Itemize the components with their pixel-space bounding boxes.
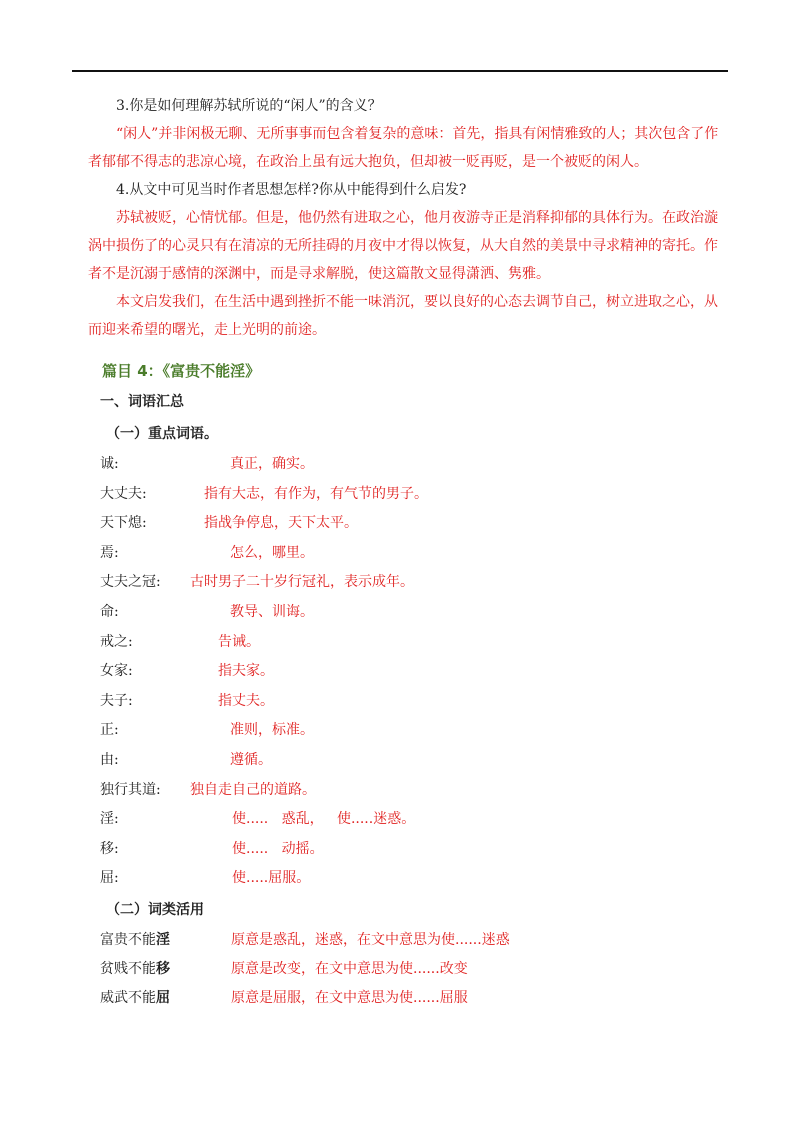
vocab-term: 夫子: [100,692,133,709]
vocab-term: 命: [100,603,119,620]
vocab-definition: 指有大志，有作为，有气节的男子。 [204,485,428,502]
vocab-term: 天下熄: [100,515,147,532]
vocab-term: 由: [100,751,119,768]
usage-phrase-prefix: 威武不能 [100,989,156,1006]
vocab-item [88,864,724,894]
vocab-item [88,657,724,687]
heading-vocabulary: 一、词语汇总 [100,394,184,410]
vocab-definition: 告诫。 [218,633,260,650]
usage-explanation: 原意是惑乱，迷惑，在文中意思为使......迷惑 [231,931,510,948]
vocab-definition: 使..... 惑乱， 使.....迷惑。 [232,811,416,828]
vocab-item [88,805,724,835]
vocab-term: 淫: [100,811,119,828]
usage-item [88,984,724,1013]
answer-3: “闲人”并非闲极无聊、无所事事而包含着复杂的意味：首先，指具有闲情雅致的人；其次包含了作者郁郁不得志的悲凉心境，在政治上虽有远大抱负，但却被一贬再贬，是一个被贬的闲人。 [88,126,719,170]
vocab-item [88,598,724,628]
vocab-item [88,776,724,806]
usage-phrase-prefix: 富贵不能 [100,931,156,948]
vocab-definition: 指战争停息，天下太平。 [204,515,358,532]
vocab-term: 戒之: [100,633,133,650]
question-3: 3.你是如何理解苏轼所说的“闲人”的含义？ [116,98,382,114]
usage-phrase-prefix: 贫贱不能 [100,960,156,977]
answer-4-paragraph-1: 苏轼被贬，心情忧郁。但是，他仍然有进取之心，他月夜游寺正是消释抑郁的具体行为。在政治漩涡中损伤了的心灵只有在清凉的无所挂碍的月夜中才得以恢复，从大自然的美景中寻求精神的寄托。作者不是沉溺于感情的深渊中，而是寻求解脱，使这篇散文显得潇洒、隽雅。 [88,210,718,282]
vocab-definition: 指夫家。 [218,663,274,680]
usage-key-character: 屈 [156,989,170,1006]
header-rule [72,70,728,72]
vocab-item [88,509,724,539]
vocab-definition: 指丈夫。 [218,692,274,709]
answer-4-paragraph-2: 本文启发我们，在生活中遇到挫折不能一味消沉，要以良好的心态去调节自己，树立进取之心，从而迎来希望的曙光，走上光明的前途。 [88,294,718,338]
vocab-definition: 怎么，哪里。 [230,544,314,561]
usage-key-character: 淫 [156,931,170,948]
usage-phrase [100,961,170,977]
usage-explanation: 原意是改变，在文中意思为使......改变 [231,960,468,977]
usage-phrase [100,990,170,1006]
usage-phrase [100,932,170,948]
vocab-item [88,746,724,776]
subheading-key-words: （一）重点词语。 [106,426,218,442]
usage-item [88,926,724,955]
vocab-item [88,450,724,480]
usage-explanation: 原意是屈服，在文中意思为使......屈服 [231,989,468,1006]
vocab-item [88,835,724,865]
vocab-term: 诚: [100,456,119,472]
usage-key-character: 移 [156,960,170,977]
vocab-item [88,687,724,717]
vocab-term: 焉: [100,544,119,561]
question-4: 4.从文中可见当时作者思想怎样?你从中能得到什么启发? [116,182,467,198]
subheading-word-class-shift: （二）词类活用 [106,901,204,918]
vocab-definition: 准则，标准。 [230,722,314,739]
vocab-term: 正: [100,722,119,739]
usage-list [88,926,724,1013]
vocab-term: 屈: [100,870,119,887]
vocab-definition: 遵循。 [230,751,272,768]
vocab-item [88,568,724,598]
vocab-definition: 使..... 动摇。 [232,840,324,857]
vocab-item [88,480,724,510]
vocab-term: 女家: [100,663,133,680]
vocab-term: 大丈夫: [100,485,147,502]
vocab-definition: 古时男子二十岁行冠礼，表示成年。 [190,574,414,591]
vocab-term: 丈夫之冠: [100,574,161,591]
vocab-definition: 教导、训诲。 [230,603,314,620]
document-body [88,92,724,1013]
vocab-item [88,716,724,746]
vocab-term: 独行其道: [100,781,161,798]
vocab-item [88,628,724,658]
vocab-item [88,539,724,569]
vocab-definition: 独自走自己的道路。 [190,781,316,798]
vocab-term: 移: [100,840,119,857]
vocab-list [88,450,724,894]
vocab-definition: 真正，确实。 [230,456,314,472]
section-title: 篇目 4：《富贵不能淫》 [102,362,261,380]
vocab-definition: 使.....屈服。 [232,870,311,887]
usage-item [88,955,724,984]
